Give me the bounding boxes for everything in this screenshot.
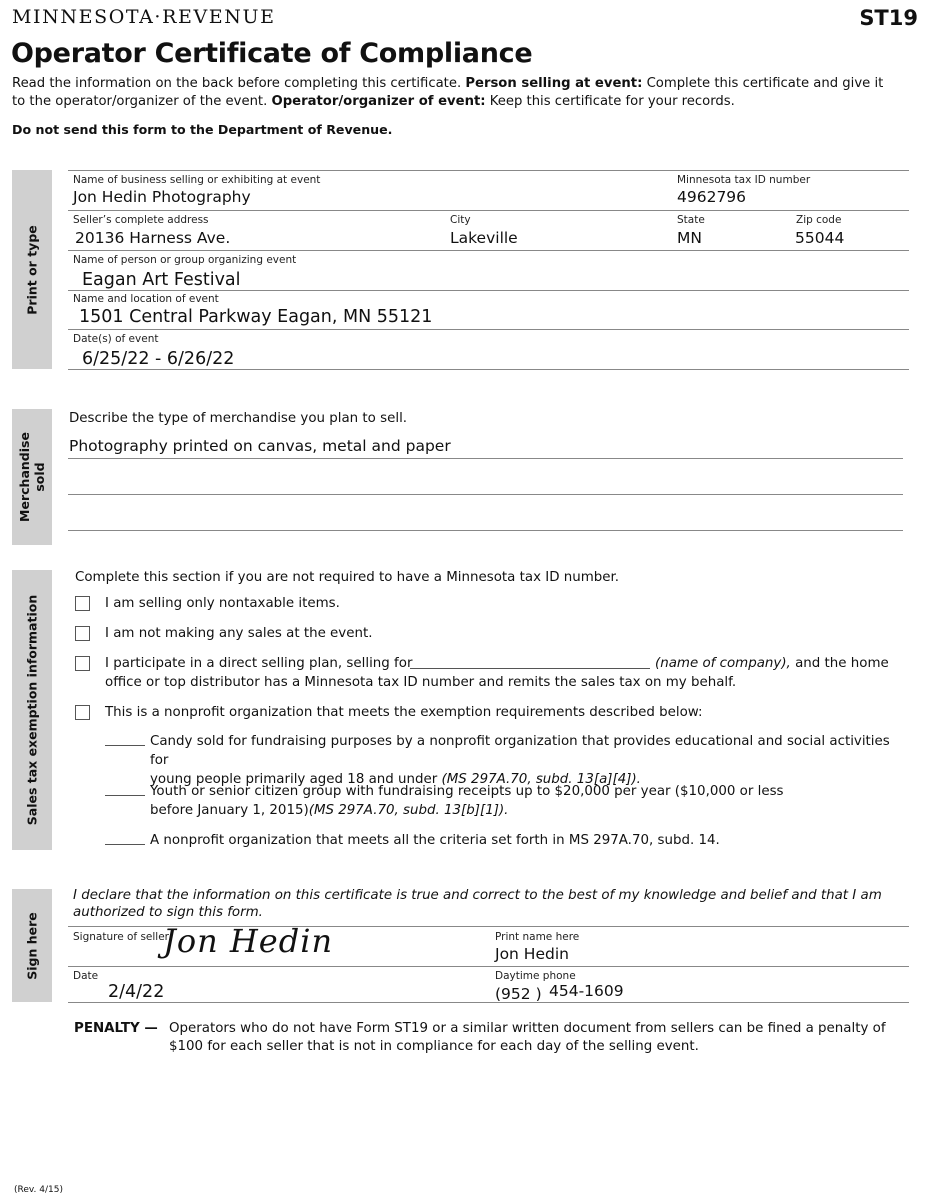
signature-label: Signature of seller bbox=[73, 931, 169, 943]
direct-selling-label-b: (name of company), and the home bbox=[655, 656, 889, 671]
form-title: Operator Certificate of Compliance bbox=[11, 38, 533, 69]
sidebar-sign-here: Sign here bbox=[12, 889, 52, 1002]
zip-field[interactable]: 55044 bbox=[795, 229, 845, 247]
dates-label: Date(s) of event bbox=[73, 333, 159, 345]
event-label: Name and location of event bbox=[73, 293, 219, 305]
sidebar-print-or-type: Print or type bbox=[12, 170, 52, 369]
direct-selling-label-c: office or top distributor has a Minnesota tax ID number and remits the sales tax on my behalf. bbox=[105, 675, 737, 690]
address-label: Seller’s complete address bbox=[73, 214, 209, 226]
do-not-send-notice: Do not send this form to the Department of Revenue. bbox=[12, 122, 393, 137]
organizer-label: Name of person or group organizing event bbox=[73, 254, 297, 266]
merchandise-field[interactable]: Photography printed on canvas, metal and paper bbox=[69, 437, 451, 455]
print-name-field[interactable]: Jon Hedin bbox=[495, 945, 569, 963]
phone-area-code[interactable]: (952 ) bbox=[495, 985, 542, 1003]
tax-id-field[interactable]: 4962796 bbox=[677, 188, 747, 206]
divider bbox=[68, 369, 909, 370]
city-label: City bbox=[450, 214, 471, 226]
divider bbox=[68, 250, 909, 251]
nontaxable-label: I am selling only nontaxable items. bbox=[105, 596, 340, 611]
divider bbox=[68, 210, 909, 211]
date-field[interactable]: 2/4/22 bbox=[108, 982, 165, 1002]
intro-text: Read the information on the back before completing this certificate. Person selling at event: Complete this certificate and give it to the operator/organizer of the event. Operator/organizer of event: Keep this certificate for your records. bbox=[12, 76, 884, 109]
phone-label: Daytime phone bbox=[495, 970, 576, 982]
signature-field[interactable]: Jon Hedin bbox=[163, 922, 334, 960]
agency-name: MINNESOTA·REVENUE bbox=[12, 6, 276, 28]
nontaxable-checkbox[interactable] bbox=[75, 596, 90, 611]
dates-field[interactable]: 6/25/22 - 6/26/22 bbox=[82, 349, 235, 369]
sidebar-sales-tax-exemption: Sales tax exemption information bbox=[12, 570, 52, 850]
business-name-label: Name of business selling or exhibiting at event bbox=[73, 174, 321, 186]
no-sales-label: I am not making any sales at the event. bbox=[105, 626, 373, 641]
nonprofit-criteria-text: A nonprofit organization that meets all the criteria set forth in MS 297A.70, subd. 14. bbox=[150, 833, 720, 848]
divider bbox=[68, 966, 909, 967]
writing-line bbox=[68, 530, 903, 531]
phone-number-field[interactable]: 454-1609 bbox=[549, 982, 624, 1000]
divider bbox=[68, 329, 909, 330]
penalty-notice: PENALTY — Operators who do not have Form ST19 or a similar written document from sellers can be fined a penalty of $100 for each seller that is not in compliance for each day of the selling event. bbox=[74, 1021, 886, 1054]
no-sales-checkbox[interactable] bbox=[75, 626, 90, 641]
event-field[interactable]: 1501 Central Parkway Eagan, MN 55121 bbox=[79, 307, 433, 327]
sidebar-merchandise-sold: Merchandise sold bbox=[12, 409, 52, 545]
tax-id-label: Minnesota tax ID number bbox=[677, 174, 811, 186]
direct-selling-checkbox[interactable] bbox=[75, 656, 90, 671]
divider bbox=[68, 1002, 909, 1003]
youth-text: Youth or senior citizen group with fundraising receipts up to $20,000 per year ($10,000 or less before January 1, 2015)(MS 297A.70, subd. 13[b][1]). bbox=[150, 784, 784, 818]
business-name-field[interactable]: Jon Hedin Photography bbox=[73, 188, 251, 206]
company-name-blank[interactable] bbox=[410, 668, 650, 669]
declaration-text: I declare that the information on this certificate is true and correct to the best of my knowledge and belief and that I am authorized to sign this form. bbox=[73, 888, 882, 920]
address-field[interactable]: 20136 Harness Ave. bbox=[75, 229, 231, 247]
date-label: Date bbox=[73, 970, 99, 982]
print-name-label: Print name here bbox=[495, 931, 580, 943]
nonprofit-label: This is a nonprofit organization that meets the exemption requirements described below: bbox=[105, 705, 703, 720]
zip-label: Zip code bbox=[796, 214, 842, 226]
state-label: State bbox=[677, 214, 705, 226]
state-field[interactable]: MN bbox=[677, 229, 702, 247]
form-number: ST19 bbox=[859, 6, 918, 30]
merchandise-prompt: Describe the type of merchandise you plan to sell. bbox=[69, 411, 408, 426]
divider bbox=[68, 170, 909, 171]
direct-selling-label-a: I participate in a direct selling plan, selling for bbox=[105, 656, 413, 671]
exemption-intro: Complete this section if you are not required to have a Minnesota tax ID number. bbox=[75, 570, 620, 585]
nonprofit-checkbox[interactable] bbox=[75, 705, 90, 720]
revision-note: (Rev. 4/15) bbox=[14, 1185, 63, 1195]
candy-blank[interactable] bbox=[105, 745, 145, 746]
writing-line bbox=[68, 458, 903, 459]
organizer-field[interactable]: Eagan Art Festival bbox=[82, 270, 241, 290]
divider bbox=[68, 290, 909, 291]
city-field[interactable]: Lakeville bbox=[450, 229, 518, 247]
youth-blank[interactable] bbox=[105, 795, 145, 796]
writing-line bbox=[68, 494, 903, 495]
nonprofit-criteria-blank[interactable] bbox=[105, 844, 145, 845]
candy-text: Candy sold for fundraising purposes by a nonprofit organization that provides educational and social activities for young people primarily aged 18 and under (MS 297A.70, subd. 13[a][4]). bbox=[150, 734, 890, 787]
